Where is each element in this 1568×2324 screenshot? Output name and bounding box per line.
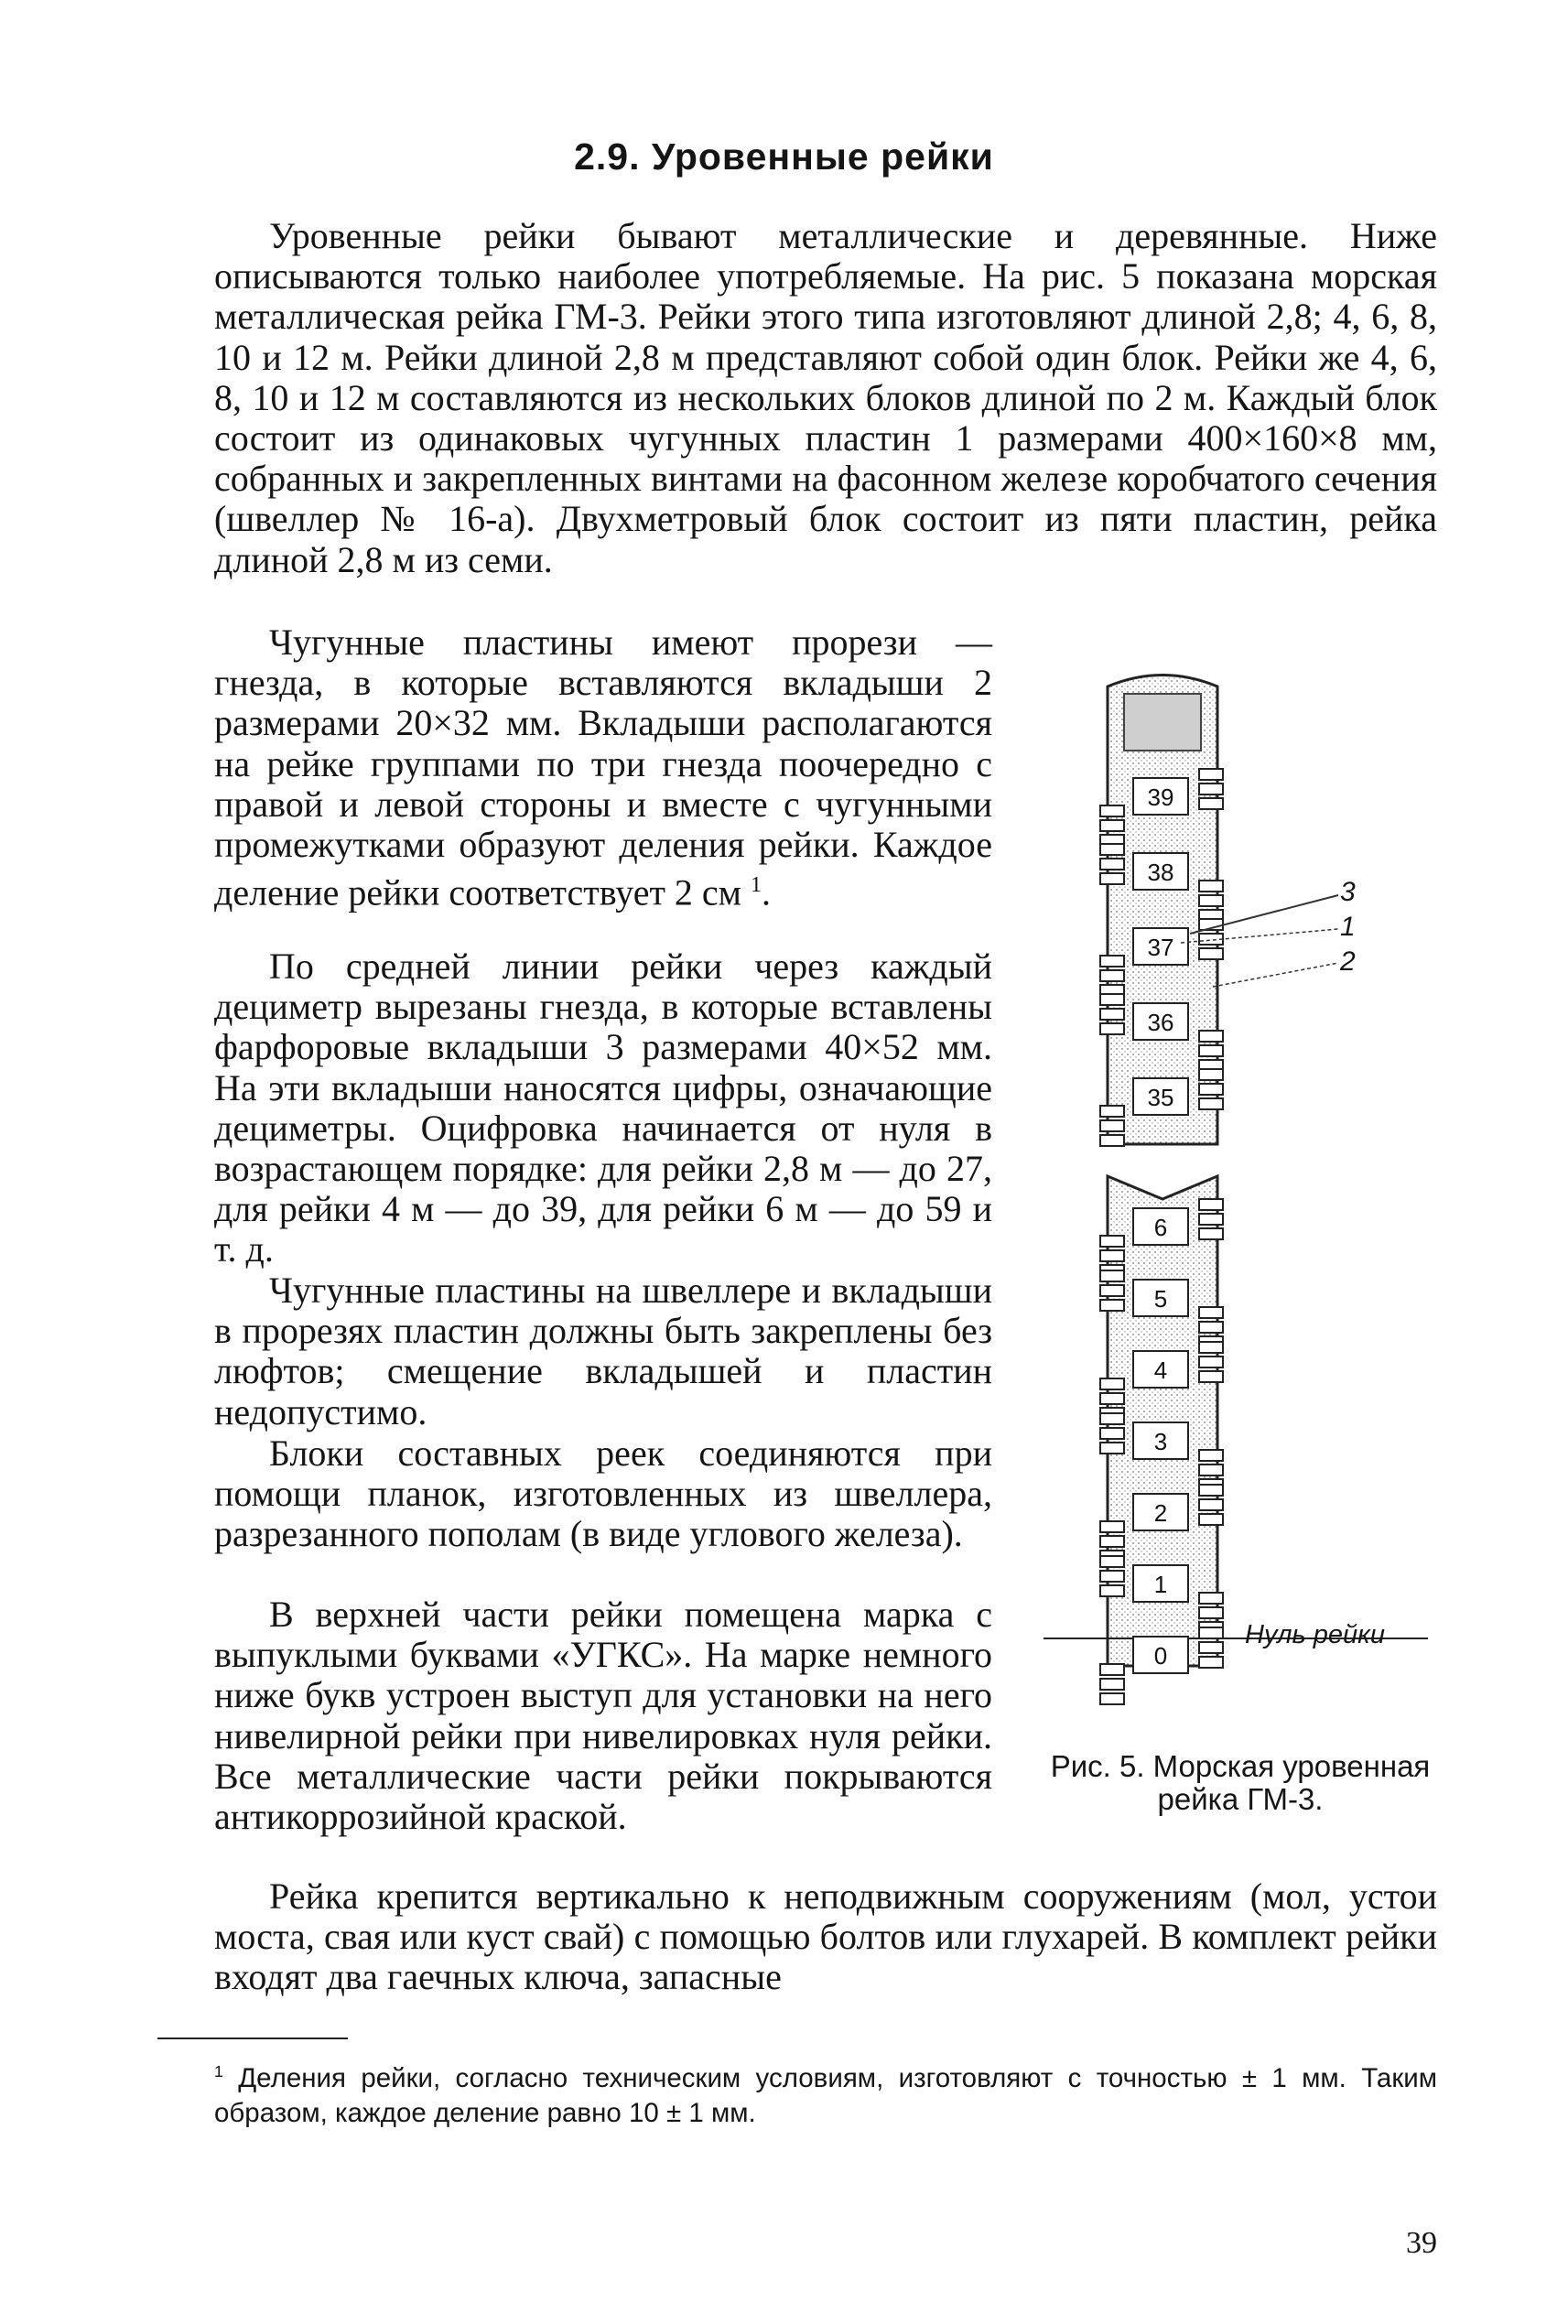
leader-line-2 — [1213, 963, 1338, 987]
socket-insert — [1100, 1585, 1124, 1596]
decimeter-number: 0 — [1153, 1642, 1168, 1670]
socket-insert — [1199, 1593, 1223, 1604]
decimeter-number: 4 — [1153, 1357, 1168, 1384]
socket-insert — [1199, 769, 1223, 780]
socket-insert — [1100, 1413, 1124, 1424]
paragraph-6: В верхней части рейки помещена марка с выпуклыми буквами «УГКС». На марке немного ниже букв устроен выступ для установки на него нивелирной рейки при нивелировках нуля рейки. Все металлические части рейки покрываются антикоррозийной краской. — [214, 1594, 992, 1838]
socket-insert — [1100, 1693, 1124, 1704]
socket-insert — [1199, 1607, 1223, 1618]
decimeter-number: 36 — [1147, 1009, 1174, 1036]
socket-insert — [1100, 1009, 1124, 1020]
decimeter-number: 35 — [1147, 1084, 1174, 1111]
socket-insert — [1100, 1393, 1124, 1404]
socket-insert — [1100, 844, 1124, 855]
footnote: $^1$ Деления рейки, согласно техническим условиям, изготовляют с точностью ± 1 мм. Таким образом, каждое деление равно 10 ± 1 мм. — [214, 2062, 1437, 2128]
paragraph-5: Блоки составных реек соединяются при помощи планок, изготовленных из швеллера, разрезанного пополам (в виде углового железа). — [214, 1432, 992, 1555]
socket-insert — [1100, 1679, 1124, 1690]
socket-insert — [1100, 1536, 1124, 1547]
socket-insert — [1100, 1428, 1124, 1439]
socket-insert — [1100, 1378, 1124, 1389]
decimeter-number: 39 — [1147, 784, 1174, 811]
ugks-mark — [1124, 694, 1201, 751]
socket-insert — [1199, 1045, 1223, 1056]
section-heading: 2.9. Уровенные рейки — [574, 135, 994, 178]
socket-insert — [1199, 1214, 1223, 1225]
socket-insert — [1100, 994, 1124, 1005]
socket-insert — [1199, 1031, 1223, 1042]
decimeter-number: 1 — [1153, 1571, 1168, 1598]
socket-insert — [1100, 970, 1124, 981]
socket-insert — [1199, 1322, 1223, 1333]
socket-insert — [1199, 1642, 1223, 1653]
decimeter-number: 3 — [1153, 1428, 1168, 1455]
paragraph-3: По средней линии рейки через каждый дециметр вырезаны гнезда, в которые вставлены фарфоровые вкладыши 3 размерами 40×52 мм. На эти вкладыши наносятся цифры, означающие дециметры. Оцифровка начинается от нуля в возрастающем порядке: для рейки 2,8 м — до 27, для рейки 4 м — до 39, для рейки 6 м — до 59 и т. д. — [214, 946, 992, 1270]
footnote-mark: 1 — [751, 873, 762, 898]
socket-insert — [1199, 784, 1223, 794]
socket-insert — [1100, 1135, 1124, 1146]
paragraph-1: Уровенные рейки бывают металлические и деревянные. Ниже описываются только наиболее употребляемые. На рис. 5 показана морская металлическая рейка ГМ-3. Рейки этого типа изготовляют длиной 2,8; 4, 6, 8, 10 и 12 м. Рейки длиной 2,8 м представляют собой один блок. Рейки же 4, 6, 8, 10 и 12 м составляются из нескольких блоков длиной по 2 м. Каждый блок состоит из одинаковых чугунных пластин 1 размерами 400×160×8 мм, собранных и закрепленных винтами на фасонном железе коробчатого сечения (швеллер № 16-а). Двухметровый блок состоит из пяти пластин, рейка длиной 2,8 м из семи. — [214, 215, 1437, 580]
socket-insert — [1100, 1571, 1124, 1582]
socket-insert — [1100, 1120, 1124, 1131]
socket-insert — [1100, 1250, 1124, 1261]
socket-insert — [1199, 1465, 1223, 1475]
page-number: 39 — [1406, 2226, 1437, 2260]
figure-gauge-staff — [1044, 668, 1474, 1721]
socket-insert — [1199, 1357, 1223, 1367]
callout-3: 3 — [1340, 877, 1356, 907]
socket-insert — [1199, 948, 1223, 959]
decimeter-number: 6 — [1153, 1214, 1168, 1241]
decimeter-number: 37 — [1147, 934, 1174, 961]
figure-caption: Рис. 5. Морская уровенная рейка ГМ-3. — [1050, 1749, 1431, 1816]
socket-insert — [1100, 1236, 1124, 1247]
socket-insert — [1199, 1069, 1223, 1080]
socket-insert — [1199, 1514, 1223, 1525]
socket-insert — [1199, 798, 1223, 809]
socket-insert — [1100, 1300, 1124, 1311]
socket-insert — [1199, 1228, 1223, 1239]
socket-insert — [1100, 873, 1124, 884]
callout-1: 1 — [1340, 912, 1356, 942]
socket-insert — [1100, 820, 1124, 831]
paragraph-7: Рейка крепится вертикально к неподвижным сооружениям (мол, устои моста, свая или куст свай) с помощью болтов или глухарей. В комплект рейки входят два гаечных ключа, запасные — [214, 1875, 1437, 1998]
socket-insert — [1100, 956, 1124, 967]
gauge-staff-drawing — [1044, 668, 1474, 1721]
socket-insert — [1100, 859, 1124, 870]
socket-insert — [1199, 1450, 1223, 1461]
decimeter-number: 2 — [1153, 1499, 1168, 1527]
socket-insert — [1199, 1098, 1223, 1109]
footnote-number: 1 — [214, 2062, 223, 2081]
socket-insert — [1199, 1499, 1223, 1510]
socket-insert — [1100, 1270, 1124, 1281]
socket-insert — [1100, 1285, 1124, 1296]
footnote-rule — [157, 2038, 348, 2039]
socket-insert — [1199, 1627, 1223, 1638]
socket-insert — [1100, 1556, 1124, 1567]
socket-insert — [1199, 895, 1223, 906]
paragraph-2: Чугунные пластины имеют прорези — гнезда, в которые вставляются вкладыши 2 размерами 20×32 мм. Вкладыши располагаются на рейке группами по три гнезда поочередно с правой и левой стороны и вместе с чугунными промежутками образуют деления рейки. Каждое деление рейки соответствует 2 см $^1$. — [214, 622, 992, 913]
socket-insert — [1100, 1521, 1124, 1532]
socket-insert — [1100, 1664, 1124, 1675]
socket-insert — [1199, 1485, 1223, 1496]
socket-insert — [1199, 881, 1223, 892]
socket-insert — [1100, 1106, 1124, 1117]
socket-insert — [1199, 1084, 1223, 1095]
socket-insert — [1199, 1199, 1223, 1210]
paragraph-4: Чугунные пластины на швеллере и вкладыши в прорезях пластин должны быть закреплены без люфтов; смещение вкладышей и пластин недопустимо. — [214, 1270, 992, 1432]
decimeter-number: 5 — [1153, 1285, 1168, 1313]
socket-insert — [1100, 1443, 1124, 1454]
socket-insert — [1199, 1342, 1223, 1353]
decimeter-number: 38 — [1147, 859, 1174, 886]
callout-2: 2 — [1340, 946, 1356, 977]
socket-insert — [1100, 805, 1124, 816]
zero-label: Нуль рейки — [1245, 1620, 1385, 1649]
socket-insert — [1100, 1023, 1124, 1034]
socket-insert — [1199, 1657, 1223, 1668]
socket-insert — [1199, 1307, 1223, 1318]
socket-insert — [1199, 1371, 1223, 1382]
